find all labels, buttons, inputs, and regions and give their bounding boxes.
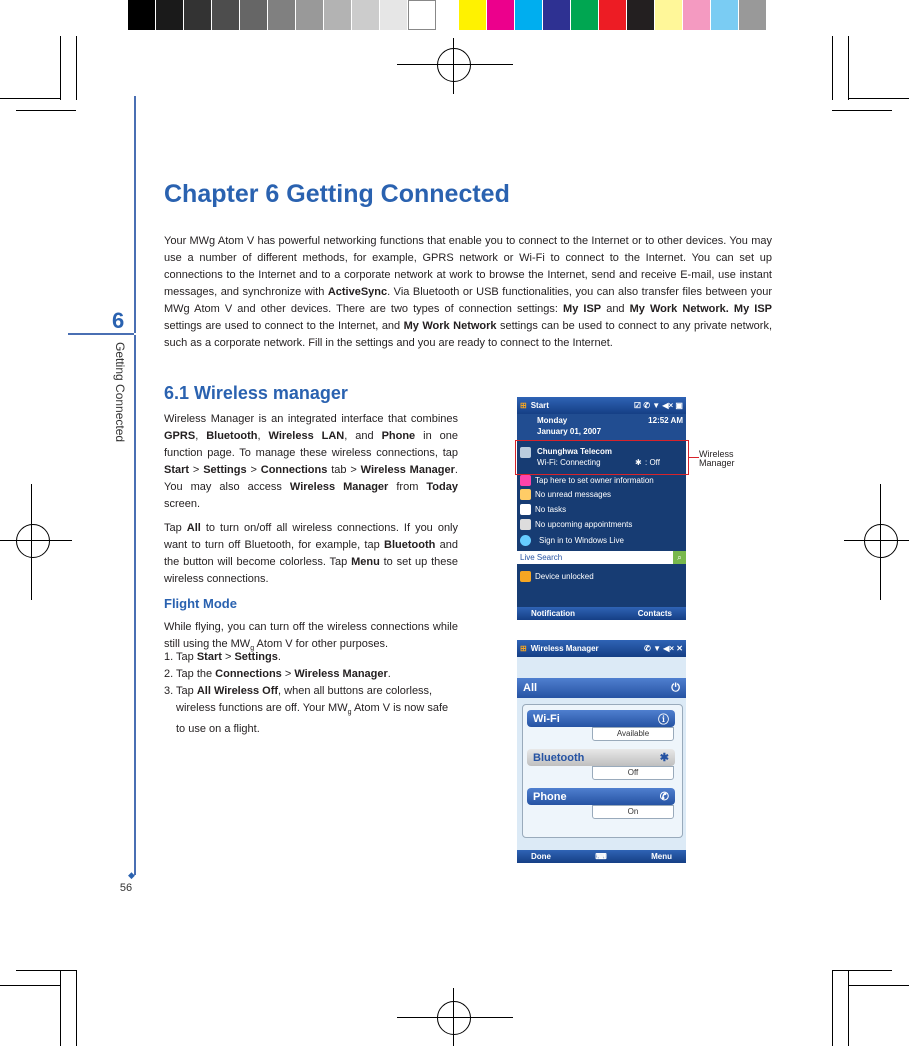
phone-icon: ✆ xyxy=(659,791,669,803)
text-run: . You may also access xyxy=(164,464,458,493)
bold-term: Connections xyxy=(215,668,282,680)
bold-term: Connections xyxy=(260,464,328,476)
wifi-button[interactable] xyxy=(527,710,675,727)
text-run: . xyxy=(277,651,281,663)
keyboard-icon[interactable]: ⌨ xyxy=(595,852,607,861)
wm-title: Wireless Manager xyxy=(530,644,599,653)
windows-start-icon[interactable]: ⊞ xyxy=(520,644,527,653)
bold-term: All xyxy=(186,522,201,534)
bluetooth-icon: ✱ xyxy=(659,752,669,764)
step-item xyxy=(164,683,458,738)
bold-term: All Wireless Off xyxy=(196,685,279,697)
text-run: , xyxy=(257,430,269,442)
text-run: and xyxy=(601,303,630,315)
bold-term: Wireless Manager xyxy=(289,481,389,493)
bold-term: Start xyxy=(196,651,222,663)
done-softkey[interactable]: Done xyxy=(531,852,551,861)
bluetooth-status: : Off xyxy=(645,458,660,467)
device-row[interactable] xyxy=(517,569,686,583)
text-run: , when all buttons are colorless, wireless functions are off. Your MW xyxy=(176,685,433,714)
phone-button[interactable] xyxy=(527,788,675,805)
text-run: . xyxy=(387,668,391,680)
wireless-manager-paragraph xyxy=(164,411,458,513)
bluetooth-label: Bluetooth xyxy=(533,751,585,764)
text-run: screen. xyxy=(164,498,201,510)
text-run: in one function page. To manage these wireless connections, tap xyxy=(164,430,458,459)
text-run: settings can be used to connect to any private network, such as a corporate network. Fill in the settings and you are ready to connect to the Internet. xyxy=(164,320,773,349)
status-icons: ✆ ▼ ◀× ✕ xyxy=(644,644,683,653)
date-label: January 01, 2007 xyxy=(537,427,602,436)
device-text: Device unlocked xyxy=(535,571,594,581)
day-label: Monday xyxy=(537,416,568,425)
chapter-side-label: Getting Connected xyxy=(113,342,127,443)
bold-term: My ISP xyxy=(563,303,602,315)
text-run: to turn on/off all wireless connections. If you only want to turn off Bluetooth, for example, tap xyxy=(164,522,458,551)
callout-leader xyxy=(689,457,699,458)
bold-term: Bluetooth xyxy=(206,430,258,442)
wm-title-bar xyxy=(517,640,686,657)
bold-term: Wireless Manager xyxy=(360,464,455,476)
status-icons: ☑ ✆ ▼ ◀× ▣ xyxy=(633,401,683,410)
text-run: settings are used to connect to the Internet, and xyxy=(164,320,404,332)
today-title-bar xyxy=(517,397,686,414)
all-label: All xyxy=(523,682,538,694)
bold-term: Menu xyxy=(351,556,380,568)
text-run: > xyxy=(189,464,204,476)
appointments-row[interactable] xyxy=(517,517,686,531)
windows-start-icon[interactable]: ⊞ xyxy=(520,401,527,410)
wifi-state: Available xyxy=(592,727,674,741)
step-item xyxy=(164,649,458,666)
today-screen xyxy=(517,397,686,620)
live-text: Sign in to Windows Live xyxy=(539,535,624,545)
bold-term: Settings xyxy=(234,651,278,663)
page-number: 56 xyxy=(119,882,133,894)
wm-softkeys xyxy=(517,850,686,863)
callout-label: Wireless Manager xyxy=(699,449,735,468)
bluetooth-button[interactable] xyxy=(527,749,675,766)
text-run: g xyxy=(347,709,352,717)
live-search-input[interactable]: Live Search xyxy=(517,551,673,564)
all-toggle-paragraph xyxy=(164,520,458,588)
grayscale-bar xyxy=(128,0,436,30)
text-run: Atom V is now safe to use on a flight. xyxy=(176,702,449,736)
bold-term: GPRS xyxy=(164,430,196,442)
search-icon[interactable]: ⌕ xyxy=(673,551,686,564)
text-run: > xyxy=(281,668,295,680)
live-row[interactable] xyxy=(517,533,686,547)
text-run: from xyxy=(388,481,427,493)
text-run: to set up these wireless connections. xyxy=(164,556,458,585)
text-run: 3. Tap xyxy=(164,685,197,697)
intro-paragraph xyxy=(164,233,772,352)
start-menu[interactable]: Start xyxy=(530,401,549,410)
chapter-title: Chapter 6 Getting Connected xyxy=(164,180,510,208)
operator-name: Chunghwa Telecom xyxy=(537,447,612,456)
text-run: , xyxy=(195,430,207,442)
wireless-manager-screen xyxy=(517,640,686,863)
bold-term: Start xyxy=(164,464,190,476)
notification-softkey[interactable]: Notification xyxy=(531,609,575,618)
owner-row[interactable] xyxy=(517,473,686,487)
wifi-label: Wi-Fi xyxy=(533,712,560,725)
side-rail-bottom xyxy=(134,335,136,875)
bold-term: Bluetooth xyxy=(384,539,436,551)
section-title: 6.1 Wireless manager xyxy=(164,383,348,403)
tasks-text: No tasks xyxy=(535,504,567,514)
all-toggle-button[interactable] xyxy=(517,678,686,698)
appointments-text: No upcoming appointments xyxy=(535,519,633,529)
power-icon: ⏻ xyxy=(671,681,680,694)
bold-term: My Work Network xyxy=(403,320,497,332)
callout-box xyxy=(515,440,689,475)
bold-term: Phone xyxy=(381,430,416,442)
flight-mode-steps xyxy=(164,649,458,738)
flight-mode-intro: While flying, you can turn off the wireless connections while still using the $MW_g$ Atom V for other purposes. xyxy=(164,621,458,653)
mail-icon xyxy=(520,489,531,500)
contacts-softkey[interactable]: Contacts xyxy=(637,609,672,618)
text-run: > xyxy=(221,651,235,663)
text-run: , and xyxy=(344,430,382,442)
bluetooth-state: Off xyxy=(592,766,674,780)
text-run: and the button will become colorless. Tap xyxy=(164,539,458,568)
windows-live-icon xyxy=(520,535,531,546)
step-item xyxy=(164,666,458,683)
bold-term: ActiveSync xyxy=(327,286,388,298)
tasks-icon xyxy=(520,504,531,515)
color-bar xyxy=(459,0,767,30)
text-run: Tap xyxy=(164,522,187,534)
messages-text: No unread messages xyxy=(535,489,612,499)
wifi-status: Wi-Fi: Connecting xyxy=(537,458,601,467)
text-run: 2. Tap the xyxy=(164,668,216,680)
lock-icon xyxy=(520,571,531,582)
bold-term: Settings xyxy=(203,464,247,476)
menu-softkey[interactable]: Menu xyxy=(651,852,672,861)
today-softkeys xyxy=(517,607,686,620)
text-run: . Via Bluetooth or USB functionalities, you can also transfer files between your MWg Atom V and other devices. There are two types of connection settings: xyxy=(164,286,772,315)
owner-icon xyxy=(520,475,531,486)
bold-term: Wireless LAN xyxy=(268,430,345,442)
date-block xyxy=(517,414,686,441)
tasks-row[interactable] xyxy=(517,502,686,516)
text-run: > xyxy=(246,464,261,476)
side-rail-top xyxy=(134,96,136,333)
text-run: Wireless Manager is an integrated interface that combines xyxy=(164,413,458,425)
flight-mode-heading: Flight Mode xyxy=(164,596,237,611)
bold-term: Wireless Manager xyxy=(294,668,388,680)
bold-term: My Work Network. My ISP xyxy=(629,303,772,315)
text-run: Your MWg Atom V has powerful networking functions that enable you to connect to the Internet or to other devices. You may use a number of different methods, for example, GPRS network or Wi-Fi to connect to the Internet. You can set up connections to the Internet and to a corporate network at work to browse the Internet, send and receive E-mail, use instant messages, and synchronize with xyxy=(164,235,772,298)
phone-label: Phone xyxy=(533,790,567,803)
time-label: 12:52 AM xyxy=(648,416,683,425)
chapter-number: 6 xyxy=(112,308,125,333)
text-run: tab > xyxy=(327,464,361,476)
bluetooth-icon: ✱ xyxy=(635,458,642,467)
phone-state: On xyxy=(592,805,674,819)
diamond-icon: ◆ xyxy=(128,870,135,880)
messages-row[interactable] xyxy=(517,487,686,501)
text-run: 1. Tap xyxy=(164,651,197,663)
calendar-icon xyxy=(520,519,531,530)
owner-text: Tap here to set owner information xyxy=(535,475,654,485)
bold-term: Today xyxy=(426,481,458,493)
wifi-icon: ⓘ xyxy=(658,713,669,726)
